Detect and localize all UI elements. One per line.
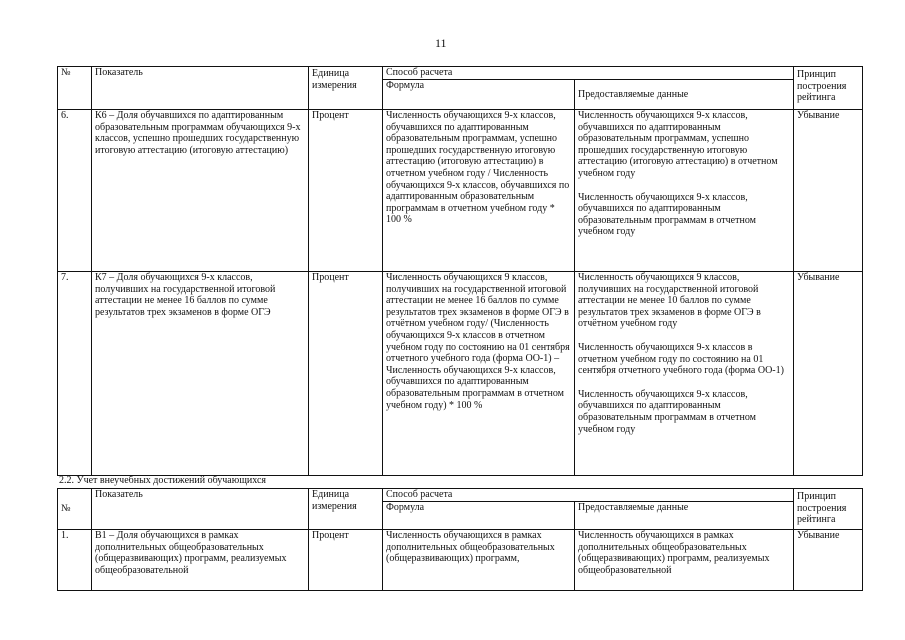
header-method: Способ расчета [383,67,794,80]
row-formula: Численность обучающихся 9 классов, получивших на государственной итоговой аттестации не менее 16 баллов по сумме результатов трех экзаменов в форме ОГЭ в отчётном учебном году/ (Численность обучающихся 9-х классов в отчетном учебном году по состоянию на 01 сентября отчетного учебного года (форма ОО-1) – Численность обучающихся 9-х классов, обучавшихся по адаптированным образовательным программам в отчетном учебном году) * 100 % [383,272,575,476]
row-data [575,272,794,476]
row-indicator: В1 – Доля обучающихся в рамках дополнительных общеобразовательных (общеразвивающих) программ, реализуемых общеобразовательной [92,530,309,591]
header-indicator: Показатель [92,489,309,530]
data-item: Численность обучающихся 9 классов, получивших на государственной итоговой аттестации не менее 10 баллов по сумме результатов трех экзаменов в форме ОГЭ в отчётном учебном году [578,272,761,330]
header-unit: Единица измерения [309,489,383,530]
table-header-row [58,489,863,502]
indicators-table [57,66,863,476]
header-num: № [58,67,92,110]
data-item: Численность обучающихся 9-х классов в отчетном учебном году по состоянию на 01 сентября отчетного учебного года (форма ОО-1) [578,341,784,377]
table-header-row [58,67,863,80]
data-item: Численность обучающихся 9-х классов, обучавшихся по адаптированным образовательным программам в отчетном учебном году [578,388,756,435]
page-number: 11 [435,36,447,50]
row-principle: Убывание [794,272,863,476]
row-num: 6. [58,110,92,272]
row-unit: Процент [309,272,383,476]
section-title: 2.2. Учет внеучебных достижений обучающихся [59,475,267,486]
header-method: Способ расчета [383,489,794,502]
header-principle: Принцип построения рейтинга [794,489,863,530]
header-data: Предоставляемые данные [575,502,794,530]
row-formula: Численность обучающихся 9-х классов, обучавшихся по адаптированным образовательным программам, успешно прошедших государственную итоговую аттестацию (итоговую аттестацию) в отчетном учебном году / Численность обучающихся 9-х классов, обучавшихся по адаптированным образовательным программам в отчетном учебном году * 100 % [383,110,575,272]
row-unit: Процент [309,530,383,591]
header-unit: Единица измерения [309,67,383,110]
row-indicator: К6 – Доля обучавшихся по адаптированным образовательным программам обучающихся 9-х классов, успешно прошедших государственную итоговую аттестацию (итоговую аттестацию) [92,110,309,272]
header-formula: Формула [383,502,575,530]
header-num: № [58,489,92,530]
header-formula: Формула [383,80,575,110]
header-principle: Принцип построения рейтинга [794,67,863,110]
row-indicator: К7 – Доля обучающихся 9-х классов, получивших на государственной итоговой аттестации не менее 16 баллов по сумме результатов трех экзаменов в форме ОГЭ [92,272,309,476]
extracurricular-table [57,488,863,591]
row-principle: Убывание [794,530,863,591]
row-num: 1. [58,530,92,591]
data-item: Численность обучающихся 9-х классов, обучавшихся по адаптированным образовательным программам в отчетном учебном году [578,191,756,238]
table-row [58,530,863,591]
header-data: Предоставляемые данные [575,80,794,110]
row-num: 7. [58,272,92,476]
row-data: Численность обучающихся в рамках дополнительных общеобразовательных (общеразвивающих) программ, реализуемых общеобразовательной [575,530,794,591]
row-principle: Убывание [794,110,863,272]
table-row [58,272,863,476]
row-data [575,110,794,272]
table-row [58,110,863,272]
data-item: Численность обучающихся 9-х классов, обучавшихся по адаптированным образовательным программам, успешно прошедших государственную итоговую аттестацию (итоговую аттестацию) в отчетном учебном году [578,110,778,179]
row-formula: Численность обучающихся в рамках дополнительных общеобразовательных (общеразвивающих) программ, [383,530,575,591]
header-indicator: Показатель [92,67,309,110]
row-unit: Процент [309,110,383,272]
